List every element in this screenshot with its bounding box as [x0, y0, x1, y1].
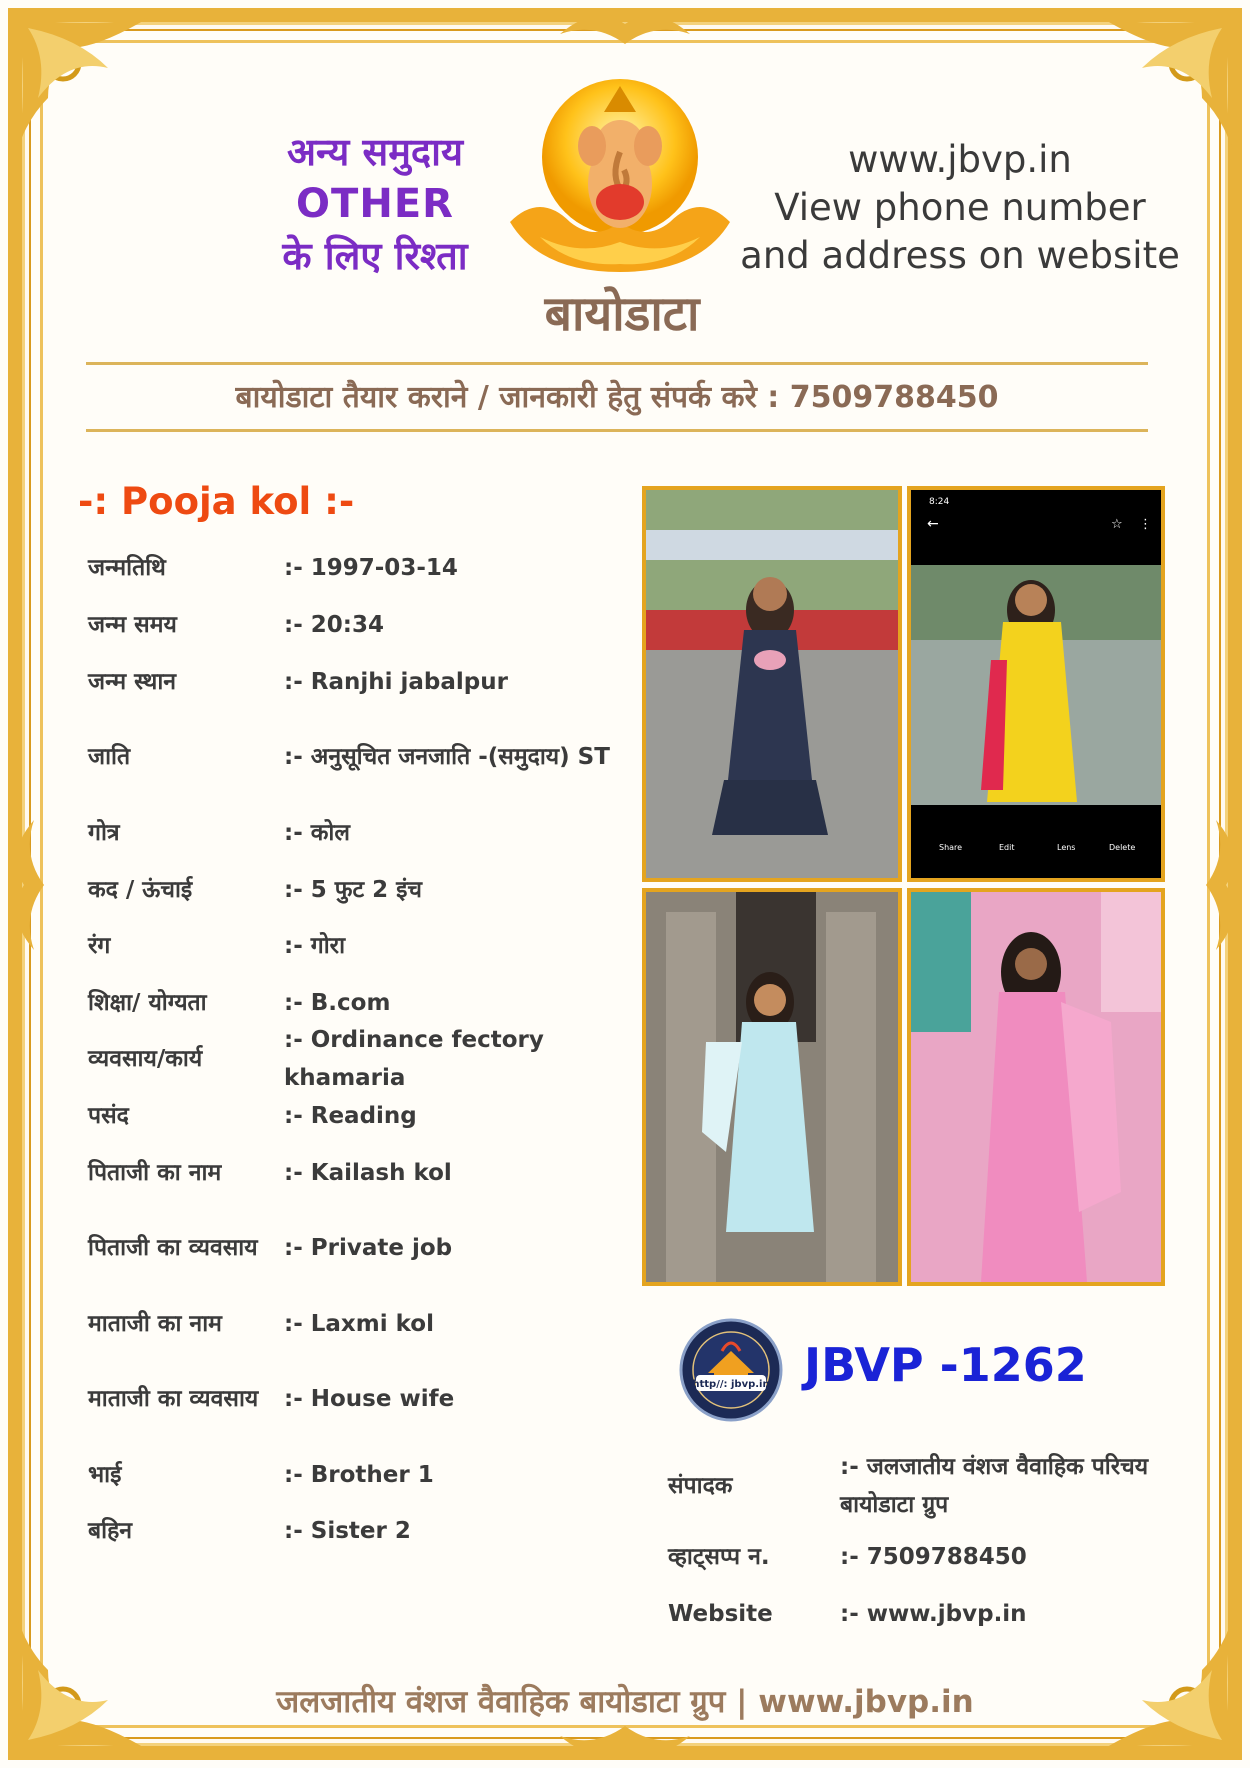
website-row: [668, 1585, 1168, 1642]
website-label: Website: [668, 1600, 773, 1627]
detail-row: [88, 1201, 648, 1295]
details-table: [88, 540, 648, 1559]
detail-value: :- अनुसूचित जनजाति -(समुदाय) ST: [284, 744, 610, 770]
detail-label: जाति: [88, 744, 131, 770]
whatsapp-row: [668, 1528, 1168, 1585]
detail-value: :- 1997-03-14: [284, 555, 458, 581]
detail-label: जन्म समय: [88, 611, 177, 638]
biodata-title: बायोडाटा: [544, 286, 700, 342]
footer-text: जलजातीय वंशज वैवाहिक बायोडाटा ग्रुप | www.jbvp.in: [276, 1684, 974, 1720]
detail-label: माताजी का व्यवसाय: [88, 1386, 259, 1412]
top-ornament-icon: [560, 4, 690, 48]
detail-row: [88, 1446, 648, 1503]
detail-label: रंग: [88, 933, 111, 959]
detail-row: [88, 596, 648, 653]
detail-row: [88, 1027, 648, 1091]
notice-line-2: View phone number: [774, 186, 1146, 229]
detail-value: :- Ordinance fectory khamaria: [284, 1027, 544, 1091]
edit-button[interactable]: Edit: [999, 843, 1015, 852]
candidate-name: -: Pooja kol :-: [78, 480, 355, 523]
detail-value: :- कोल: [284, 819, 350, 846]
ganesh-icon: [500, 72, 740, 302]
detail-value: :- 5 फुट 2 इंच: [284, 876, 423, 903]
detail-label: जन्मतिथि: [88, 555, 166, 581]
detail-row: [88, 1144, 648, 1201]
detail-label: गोत्र: [88, 819, 120, 846]
community-heading: [235, 126, 515, 282]
whatsapp-number[interactable]: :- 7509788450: [840, 1543, 1027, 1570]
detail-row: [88, 1352, 648, 1446]
editor-info: [668, 1444, 1168, 1642]
delete-button[interactable]: Delete: [1109, 843, 1136, 852]
detail-label: पिताजी का व्यवसाय: [88, 1235, 258, 1261]
detail-value: :- Ranjhi jabalpur: [284, 668, 508, 695]
notice-line-3: and address on website: [740, 234, 1180, 277]
detail-row: [88, 710, 648, 804]
detail-value: :- Kailash kol: [284, 1159, 452, 1186]
website-link[interactable]: :- www.jbvp.in: [840, 1600, 1027, 1627]
detail-value: :- Private job: [284, 1235, 453, 1261]
detail-value: :- B.com: [284, 989, 391, 1016]
detail-row: [88, 804, 648, 861]
logo-text: http//: jbvp.in: [692, 1379, 770, 1390]
detail-row: [88, 1503, 648, 1559]
photo-4[interactable]: [907, 888, 1165, 1286]
photo-2-screenshot[interactable]: [907, 486, 1165, 882]
lens-button[interactable]: Lens: [1057, 843, 1076, 852]
jbvp-logo-icon: [678, 1317, 784, 1423]
star-icon[interactable]: ☆: [1111, 517, 1123, 532]
community-line-3: के लिए रिश्ता: [282, 234, 468, 278]
detail-label: बहिन: [88, 1518, 133, 1544]
detail-label: पसंद: [88, 1102, 129, 1129]
photo-1[interactable]: [642, 486, 902, 882]
whatsapp-label: व्हाट्सप्प न.: [668, 1543, 770, 1570]
divider: [86, 362, 1148, 365]
detail-value: :- Brother 1: [284, 1461, 434, 1488]
detail-label: जन्म स्थान: [88, 668, 177, 695]
detail-value: :- Reading: [284, 1102, 417, 1129]
detail-value: :- गोरा: [284, 933, 346, 959]
detail-label: पिताजी का नाम: [88, 1159, 222, 1186]
back-arrow-icon[interactable]: ←: [927, 516, 939, 532]
left-ornament-icon: [4, 820, 48, 950]
divider: [86, 429, 1148, 432]
editor-label: संपादक: [668, 1473, 733, 1499]
detail-row: [88, 918, 648, 974]
detail-value: :- Laxmi kol: [284, 1310, 434, 1337]
detail-value: :- 20:34: [284, 611, 384, 638]
detail-row: [88, 540, 648, 596]
website-notice: [720, 136, 1200, 280]
community-line-1: अन्य समुदाय: [287, 130, 463, 174]
detail-row: [88, 653, 648, 710]
photo-3[interactable]: [642, 888, 902, 1286]
right-ornament-icon: [1202, 820, 1246, 950]
detail-label: व्यवसाय/कार्य: [88, 1046, 203, 1072]
community-line-2: OTHER: [296, 181, 454, 227]
detail-row: [88, 1087, 648, 1144]
corner-ornament-icon: [8, 8, 158, 158]
editor-row: [668, 1444, 1168, 1528]
biodata-id: JBVP -1262: [804, 1338, 1087, 1392]
detail-row: [88, 1295, 648, 1352]
detail-label: माताजी का नाम: [88, 1310, 222, 1337]
share-button[interactable]: Share: [939, 843, 963, 852]
status-time: 8:24: [929, 497, 950, 507]
detail-value: :- Sister 2: [284, 1518, 411, 1544]
detail-value: :- House wife: [284, 1386, 455, 1412]
website-url[interactable]: www.jbvp.in: [848, 138, 1072, 181]
editor-value: :- जलजातीय वंशज वैवाहिक परिचय बायोडाटा ग्रुप: [840, 1454, 1149, 1518]
detail-label: कद / ऊंचाई: [88, 876, 193, 903]
contact-line: बायोडाटा तैयार कराने / जानकारी हेतु संपर्क करे : 7509788450: [235, 380, 999, 415]
bottom-ornament-icon: [560, 1722, 690, 1766]
detail-label: शिक्षा/ योग्यता: [88, 989, 207, 1016]
more-icon[interactable]: ⋮: [1139, 517, 1152, 532]
detail-label: भाई: [88, 1461, 122, 1488]
detail-row: [88, 861, 648, 918]
